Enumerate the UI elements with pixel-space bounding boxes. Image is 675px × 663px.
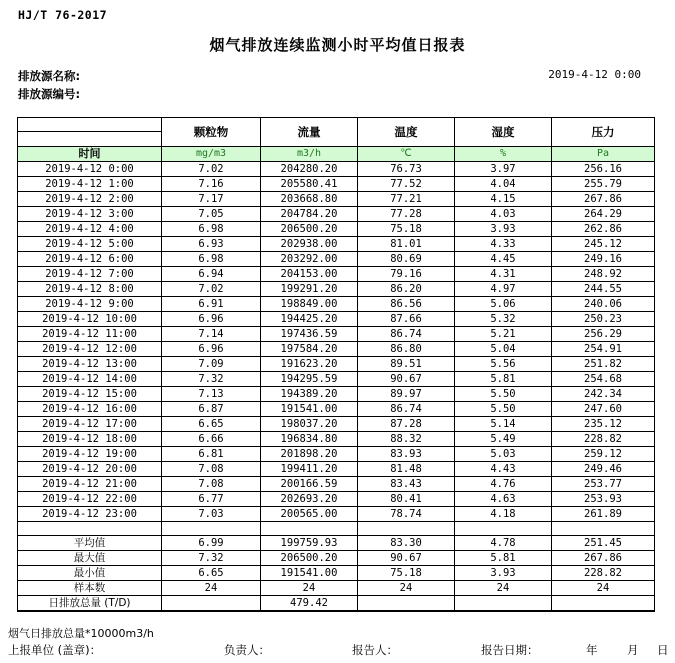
table-row-value-3: 5.50 — [455, 387, 552, 402]
summary-row-value-3: 4.78 — [455, 536, 552, 551]
table-row-value-2: 87.66 — [358, 312, 455, 327]
table-row-value-0: 7.03 — [162, 507, 261, 522]
table-row — [18, 312, 655, 327]
table-row-value-1: 191541.00 — [261, 402, 358, 417]
table-row — [18, 237, 655, 252]
summary-row-value-0 — [162, 596, 261, 612]
report-datetime: 2019-4-12 0:00 — [548, 68, 641, 81]
table-row — [18, 222, 655, 237]
table-row-value-2: 81.01 — [358, 237, 455, 252]
summary-row-value-1: 206500.20 — [261, 551, 358, 566]
table-row-value-4: 247.60 — [552, 402, 655, 417]
table-row — [18, 447, 655, 462]
table-row-value-3: 5.21 — [455, 327, 552, 342]
summary-row-value-1: 24 — [261, 581, 358, 596]
reporting-unit-label: 上报单位 (盖章)： — [8, 643, 102, 657]
table-row-value-3: 5.03 — [455, 447, 552, 462]
table-row-label: 2019-4-12 21:00 — [18, 477, 162, 492]
table-row-value-0: 6.98 — [162, 252, 261, 267]
table-row-value-3: 5.81 — [455, 372, 552, 387]
table-row-value-2: 87.28 — [358, 417, 455, 432]
table-row-label: 2019-4-12 3:00 — [18, 207, 162, 222]
table-row-label: 2019-4-12 22:00 — [18, 492, 162, 507]
table-row-value-0: 6.81 — [162, 447, 261, 462]
summary-row-value-0: 24 — [162, 581, 261, 596]
table-row-label: 2019-4-12 14:00 — [18, 372, 162, 387]
table-row-value-1: 196834.80 — [261, 432, 358, 447]
table-row-value-1: 199291.20 — [261, 282, 358, 297]
table-row-value-4: 235.12 — [552, 417, 655, 432]
table-row-value-2: 76.73 — [358, 162, 455, 177]
table-row-label: 2019-4-12 7:00 — [18, 267, 162, 282]
column-header-pm: 颗粒物 — [162, 118, 261, 147]
table-row-value-4: 248.92 — [552, 267, 655, 282]
summary-row-value-0: 6.99 — [162, 536, 261, 551]
table-row-label: 2019-4-12 6:00 — [18, 252, 162, 267]
column-header-humidity: 湿度 — [455, 118, 552, 147]
summary-row-label: 日排放总量 (T/D) — [18, 596, 162, 612]
table-row-value-2: 75.18 — [358, 222, 455, 237]
standard-number: HJ/T 76-2017 — [18, 8, 108, 22]
summary-row-value-1: 479.42 — [261, 596, 358, 612]
table-row-value-3: 4.63 — [455, 492, 552, 507]
table-row-value-4: 242.34 — [552, 387, 655, 402]
unit-pressure: Pa — [552, 147, 655, 162]
table-row — [18, 402, 655, 417]
table-row — [18, 372, 655, 387]
header-time-cell-top — [18, 118, 161, 132]
table-row-value-3: 4.15 — [455, 192, 552, 207]
table-row-value-0: 6.87 — [162, 402, 261, 417]
table-row-value-1: 204280.20 — [261, 162, 358, 177]
table-header-row — [18, 118, 655, 147]
table-row — [18, 387, 655, 402]
table-row-value-0: 7.14 — [162, 327, 261, 342]
table-row-label: 2019-4-12 23:00 — [18, 507, 162, 522]
time-column-label: 时间 — [18, 147, 162, 162]
table-row-value-4: 228.82 — [552, 432, 655, 447]
table-row-value-1: 202693.20 — [261, 492, 358, 507]
table-row-value-1: 206500.20 — [261, 222, 358, 237]
table-row-value-4: 240.06 — [552, 297, 655, 312]
responsible-person-label: 负责人： — [224, 643, 270, 657]
source-name-label: 排放源名称: — [18, 69, 81, 83]
column-header-temperature: 温度 — [358, 118, 455, 147]
table-row-value-4: 249.46 — [552, 462, 655, 477]
table-row-value-2: 79.16 — [358, 267, 455, 282]
summary-row-value-3 — [455, 596, 552, 612]
table-row-value-3: 3.93 — [455, 222, 552, 237]
summary-row-value-2: 83.30 — [358, 536, 455, 551]
table-row-value-1: 205580.41 — [261, 177, 358, 192]
table-row-value-4: 267.86 — [552, 192, 655, 207]
table-row-value-3: 3.97 — [455, 162, 552, 177]
table-row — [18, 357, 655, 372]
table-row-value-2: 86.56 — [358, 297, 455, 312]
table-row-value-0: 6.66 — [162, 432, 261, 447]
table-row-value-2: 89.51 — [358, 357, 455, 372]
table-row-value-4: 253.93 — [552, 492, 655, 507]
header-time-cell-bottom — [18, 132, 161, 146]
table-row-value-3: 5.06 — [455, 297, 552, 312]
table-row-value-0: 7.32 — [162, 372, 261, 387]
table-row-value-0: 6.96 — [162, 342, 261, 357]
table-row-value-4: 261.89 — [552, 507, 655, 522]
summary-row-value-0: 6.65 — [162, 566, 261, 581]
table-row-value-4: 256.16 — [552, 162, 655, 177]
summary-row-value-2: 24 — [358, 581, 455, 596]
table-row-label: 2019-4-12 13:00 — [18, 357, 162, 372]
table-row-label: 2019-4-12 11:00 — [18, 327, 162, 342]
summary-row — [18, 566, 655, 581]
table-row-label: 2019-4-12 17:00 — [18, 417, 162, 432]
table-row-value-0: 7.08 — [162, 462, 261, 477]
table-row — [18, 327, 655, 342]
table-row-label: 2019-4-12 20:00 — [18, 462, 162, 477]
table-row-value-4: 254.91 — [552, 342, 655, 357]
summary-row — [18, 581, 655, 596]
table-row-value-2: 90.67 — [358, 372, 455, 387]
summary-row-value-4: 267.86 — [552, 551, 655, 566]
table-row-value-4: 256.29 — [552, 327, 655, 342]
table-row-value-0: 7.16 — [162, 177, 261, 192]
table-row-label: 2019-4-12 5:00 — [18, 237, 162, 252]
unit-temperature: ℃ — [358, 147, 455, 162]
summary-row-value-3: 24 — [455, 581, 552, 596]
table-row-value-3: 4.43 — [455, 462, 552, 477]
table-row-value-4: 259.12 — [552, 447, 655, 462]
unit-pm: mg/m3 — [162, 147, 261, 162]
table-row-label: 2019-4-12 15:00 — [18, 387, 162, 402]
table-row-value-2: 80.69 — [358, 252, 455, 267]
table-row-value-1: 202938.00 — [261, 237, 358, 252]
table-row-value-4: 244.55 — [552, 282, 655, 297]
table-row-value-3: 4.18 — [455, 507, 552, 522]
table-row-label: 2019-4-12 10:00 — [18, 312, 162, 327]
table-row-label: 2019-4-12 9:00 — [18, 297, 162, 312]
source-id-label: 排放源编号: — [18, 87, 81, 101]
table-row-label: 2019-4-12 0:00 — [18, 162, 162, 177]
column-header-pressure: 压力 — [552, 118, 655, 147]
summary-row-value-2: 75.18 — [358, 566, 455, 581]
table-row-label: 2019-4-12 18:00 — [18, 432, 162, 447]
signature-line — [0, 642, 675, 658]
table-row — [18, 282, 655, 297]
table-row-value-1: 204784.20 — [261, 207, 358, 222]
summary-row-label: 最大值 — [18, 551, 162, 566]
table-row-value-2: 86.20 — [358, 282, 455, 297]
table-row-value-4: 264.29 — [552, 207, 655, 222]
table-row-value-3: 5.32 — [455, 312, 552, 327]
report-date-label: 报告日期： — [481, 643, 539, 657]
table-row-value-1: 194389.20 — [261, 387, 358, 402]
table-row — [18, 417, 655, 432]
table-row — [18, 177, 655, 192]
table-row-label: 2019-4-12 1:00 — [18, 177, 162, 192]
table-row — [18, 162, 655, 177]
table-row-value-1: 203292.00 — [261, 252, 358, 267]
table-row-value-2: 86.80 — [358, 342, 455, 357]
summary-row-value-1: 191541.00 — [261, 566, 358, 581]
page-title: 烟气排放连续监测小时平均值日报表 — [209, 36, 466, 54]
table-row-value-1: 194425.20 — [261, 312, 358, 327]
table-row-value-2: 86.74 — [358, 402, 455, 417]
unit-humidity: % — [455, 147, 552, 162]
table-row-value-1: 199411.20 — [261, 462, 358, 477]
summary-row-value-4: 228.82 — [552, 566, 655, 581]
summary-row — [18, 536, 655, 551]
table-row-value-1: 201898.20 — [261, 447, 358, 462]
summary-row-value-2 — [358, 596, 455, 612]
table-row-value-0: 7.05 — [162, 207, 261, 222]
table-row-value-2: 78.74 — [358, 507, 455, 522]
table-row-value-0: 7.13 — [162, 387, 261, 402]
table-row-value-4: 249.16 — [552, 252, 655, 267]
summary-row — [18, 596, 655, 612]
table-row — [18, 207, 655, 222]
table-row-value-1: 204153.00 — [261, 267, 358, 282]
table-row-value-1: 197584.20 — [261, 342, 358, 357]
summary-row-value-2: 90.67 — [358, 551, 455, 566]
summary-row-value-4: 24 — [552, 581, 655, 596]
year-label: 年 — [586, 643, 598, 657]
table-row-value-2: 80.41 — [358, 492, 455, 507]
reporter-label: 报告人： — [352, 643, 398, 657]
table-row-label: 2019-4-12 4:00 — [18, 222, 162, 237]
table-row-label: 2019-4-12 2:00 — [18, 192, 162, 207]
table-row-value-3: 4.31 — [455, 267, 552, 282]
table-row — [18, 477, 655, 492]
table-row-value-3: 4.03 — [455, 207, 552, 222]
table-row-value-2: 77.52 — [358, 177, 455, 192]
table-row-value-2: 88.32 — [358, 432, 455, 447]
table-row-value-0: 7.02 — [162, 162, 261, 177]
table-row-value-3: 5.49 — [455, 432, 552, 447]
table-row-value-0: 7.09 — [162, 357, 261, 372]
table-row — [18, 462, 655, 477]
column-header-flow: 流量 — [261, 118, 358, 147]
table-row-value-4: 254.68 — [552, 372, 655, 387]
summary-row — [18, 551, 655, 566]
table-row-value-1: 191623.20 — [261, 357, 358, 372]
table-row-value-1: 200166.59 — [261, 477, 358, 492]
table-row-value-4: 245.12 — [552, 237, 655, 252]
table-row — [18, 192, 655, 207]
table-row-value-1: 200565.00 — [261, 507, 358, 522]
table-row-value-4: 255.79 — [552, 177, 655, 192]
day-label: 日 — [657, 643, 669, 657]
table-row-value-2: 81.48 — [358, 462, 455, 477]
table-row-value-2: 77.28 — [358, 207, 455, 222]
hourly-average-table — [17, 117, 655, 612]
table-row-value-2: 83.43 — [358, 477, 455, 492]
table-row-value-4: 253.77 — [552, 477, 655, 492]
table-row-value-3: 4.33 — [455, 237, 552, 252]
table-row — [18, 342, 655, 357]
table-row-value-0: 6.93 — [162, 237, 261, 252]
header-time-cell — [18, 118, 162, 147]
table-row-label: 2019-4-12 8:00 — [18, 282, 162, 297]
table-row — [18, 507, 655, 522]
flow-total-note: 烟气日排放总量*10000m3/h — [8, 627, 154, 640]
table-row-value-0: 7.17 — [162, 192, 261, 207]
table-row-label: 2019-4-12 19:00 — [18, 447, 162, 462]
table-row-value-2: 83.93 — [358, 447, 455, 462]
table-row-value-1: 198037.20 — [261, 417, 358, 432]
table-row-value-0: 6.94 — [162, 267, 261, 282]
summary-row-value-0: 7.32 — [162, 551, 261, 566]
table-row-value-3: 4.45 — [455, 252, 552, 267]
summary-row-value-3: 5.81 — [455, 551, 552, 566]
table-row-value-3: 4.04 — [455, 177, 552, 192]
table-row-value-0: 7.02 — [162, 282, 261, 297]
table-row-value-1: 194295.59 — [261, 372, 358, 387]
table-row — [18, 297, 655, 312]
month-label: 月 — [627, 643, 639, 657]
table-row-value-1: 197436.59 — [261, 327, 358, 342]
unit-row — [18, 147, 655, 162]
table-row-value-2: 77.21 — [358, 192, 455, 207]
table-row-label: 2019-4-12 16:00 — [18, 402, 162, 417]
table-row-value-4: 250.23 — [552, 312, 655, 327]
table-row-label: 2019-4-12 12:00 — [18, 342, 162, 357]
table-row-value-4: 251.82 — [552, 357, 655, 372]
summary-row-value-3: 3.93 — [455, 566, 552, 581]
summary-row-label: 最小值 — [18, 566, 162, 581]
table-row-value-0: 6.77 — [162, 492, 261, 507]
table-row — [18, 432, 655, 447]
table-row-value-0: 6.65 — [162, 417, 261, 432]
table-row-value-2: 89.97 — [358, 387, 455, 402]
table-row-value-2: 86.74 — [358, 327, 455, 342]
summary-row-value-4 — [552, 596, 655, 612]
unit-flow: m3/h — [261, 147, 358, 162]
table-row-value-3: 4.97 — [455, 282, 552, 297]
summary-row-label: 平均值 — [18, 536, 162, 551]
table-row — [18, 267, 655, 282]
table-row-value-3: 5.56 — [455, 357, 552, 372]
summary-row-label: 样本数 — [18, 581, 162, 596]
table-row-value-0: 6.96 — [162, 312, 261, 327]
table-row-value-0: 7.08 — [162, 477, 261, 492]
table-row-value-1: 198849.00 — [261, 297, 358, 312]
table-row-value-0: 6.91 — [162, 297, 261, 312]
table-row — [18, 492, 655, 507]
table-row-value-4: 262.86 — [552, 222, 655, 237]
table-row-value-3: 5.14 — [455, 417, 552, 432]
table-row-value-3: 4.76 — [455, 477, 552, 492]
spacer-row — [18, 522, 655, 536]
table-row-value-3: 5.04 — [455, 342, 552, 357]
table-row-value-0: 6.98 — [162, 222, 261, 237]
table-row-value-1: 203668.80 — [261, 192, 358, 207]
table-row-value-3: 5.50 — [455, 402, 552, 417]
table-row — [18, 252, 655, 267]
summary-row-value-4: 251.45 — [552, 536, 655, 551]
summary-row-value-1: 199759.93 — [261, 536, 358, 551]
